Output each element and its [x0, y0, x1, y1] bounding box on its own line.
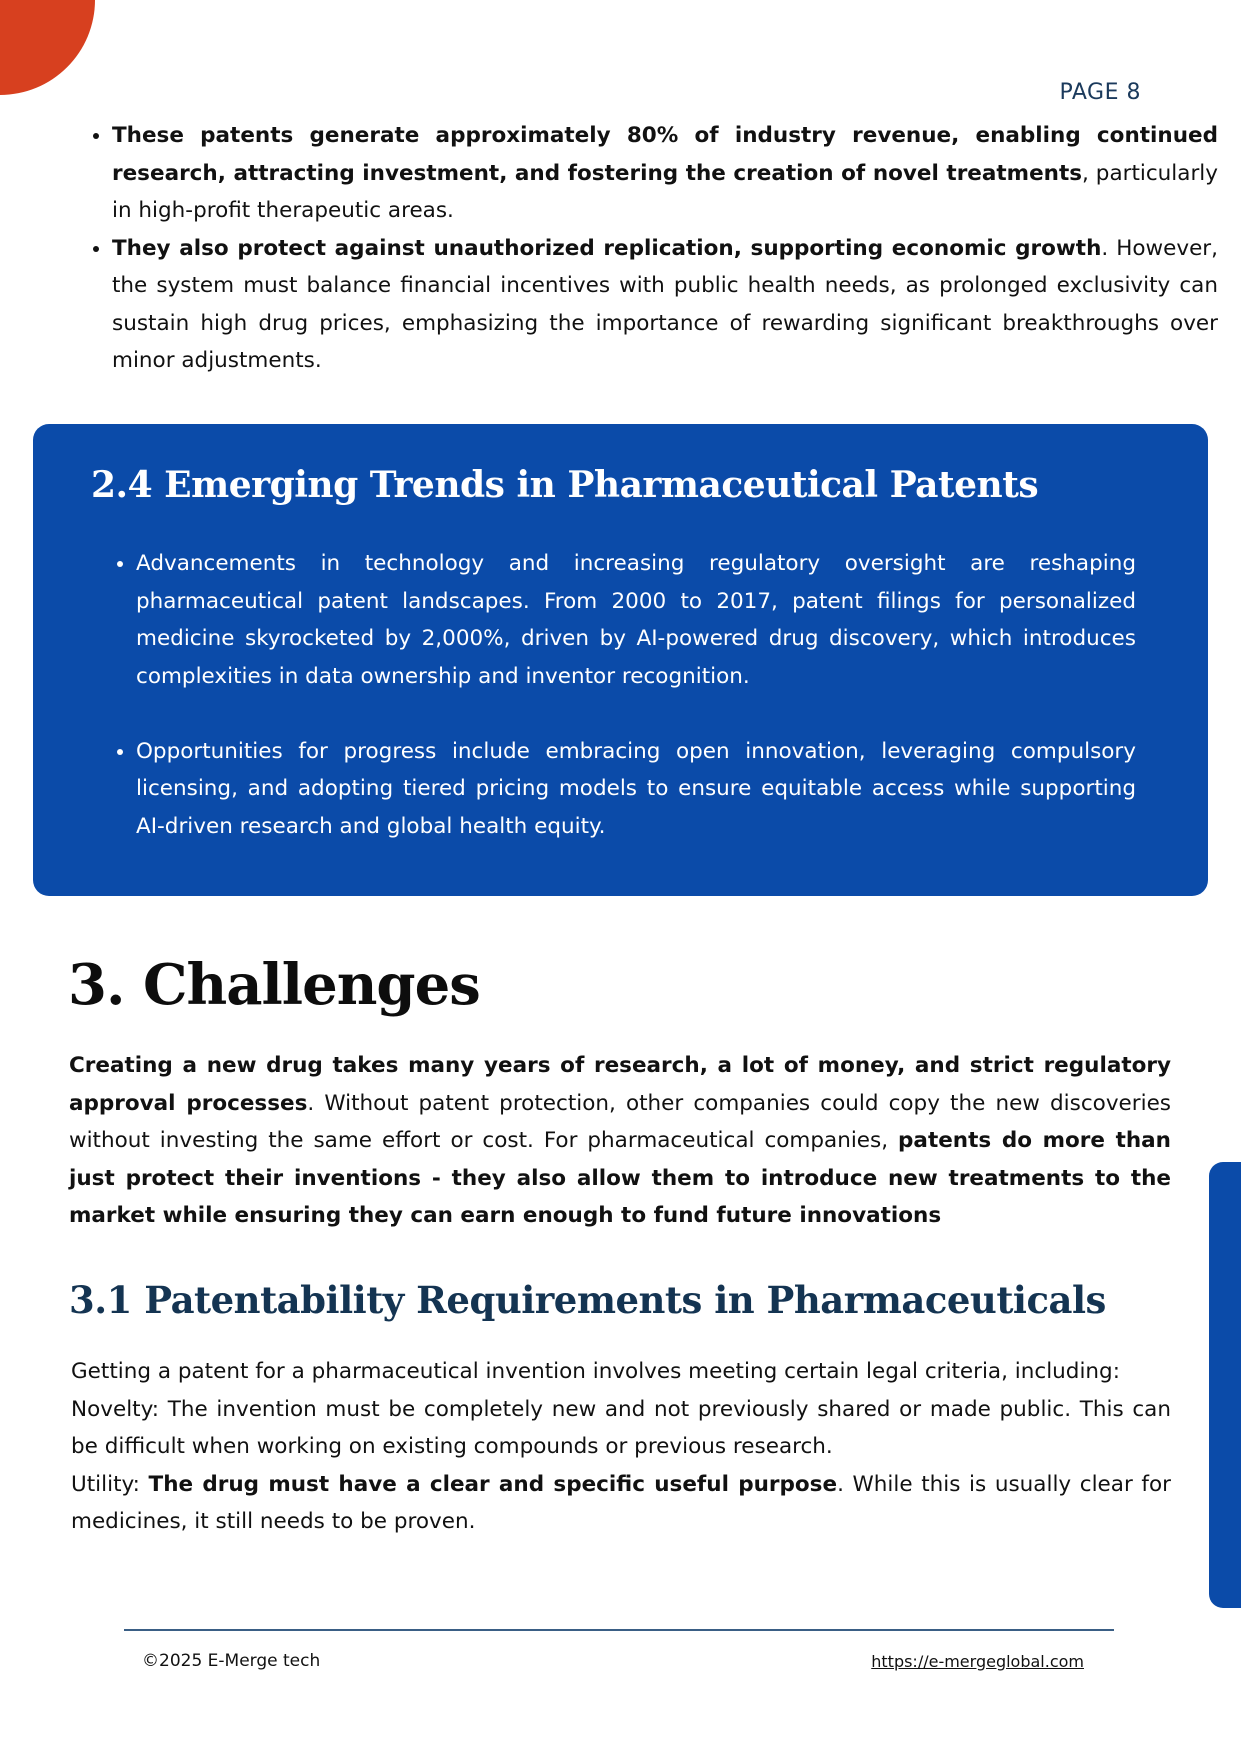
challenges-paragraph — [69, 1047, 1171, 1235]
section-heading: 2.4 Emerging Trends in Pharmaceutical Patents — [91, 464, 1039, 506]
corner-decoration — [0, 0, 95, 95]
utility-label: Utility: — [71, 1471, 149, 1497]
page-title: 3. Challenges — [68, 952, 480, 1018]
footer-divider — [124, 1629, 1114, 1631]
side-tab-decoration — [1209, 1162, 1241, 1608]
bullet-list — [84, 117, 1218, 380]
bullet-bold-text: These patents generate approximately 80% of industry revenue, enabling continued research, attracting investment, and fostering the creation of novel treatments — [112, 123, 1218, 186]
bold-text: Creating a new drug takes many years of research, a lot of money, and strict regulatory approval processes — [69, 1053, 1171, 1116]
list-item — [112, 230, 1218, 380]
bold-text: patents do more than just protect their inventions - they also allow them to introduce new treatments to the market while ensuring they can earn enough to fund future innovations — [69, 1128, 1171, 1228]
bullet-bold-text: They also protect against unauthorized replication, supporting economic growth — [112, 235, 1102, 261]
list-item: • Advancements in technology and increasing regulatory oversight are reshaping pharmaceutical patent landscapes. From 2000 to 2017, patent filings for personalized medicine skyrocketed by 2,000%, driven by AI-powered drug discovery, which introduces complexities in data ownership and inventor recognition. — [136, 545, 1136, 695]
footer-website-link[interactable]: https://e-mergeglobal.com — [871, 1652, 1084, 1671]
list-item: • Opportunities for progress include embracing open innovation, leveraging compulsory licensing, and adopting tiered pricing models to ensure equitable access while supporting AI-driven research and global health equity. — [136, 733, 1136, 846]
bold-text: The drug must have a clear and specific useful purpose — [148, 1471, 838, 1497]
bullet-text: , particularly in high-profit therapeutic areas. — [112, 160, 1218, 223]
section-heading: 3.1 Patentability Requirements in Pharmaceuticals — [69, 1278, 1106, 1322]
trends-bullet-list — [106, 545, 1136, 845]
body-text: . While this is usually clear for medicines, it still needs to be proven. — [71, 1471, 1171, 1534]
utility-text — [71, 1466, 1171, 1541]
patentability-body — [71, 1353, 1171, 1541]
body-text: . Without patent protection, other companies could copy the new discoveries without investing the same effort or cost. For pharmaceutical companies, — [69, 1090, 1172, 1153]
novelty-text: Novelty: The invention must be completely new and not previously shared or made public. This can be difficult when working on existing compounds or previous research. — [71, 1396, 1171, 1459]
intro-text: Getting a patent for a pharmaceutical invention involves meeting certain legal criteria, including: — [71, 1359, 1120, 1384]
list-item — [112, 117, 1218, 230]
bullet-text: . However, the system must balance financial incentives with public health needs, as prolonged exclusivity can sustain high drug prices, emphasizing the importance of rewarding significant breakthroughs over minor adjustments. — [112, 235, 1218, 373]
page-number: PAGE 8 — [1059, 80, 1141, 105]
trends-callout-box — [33, 424, 1208, 896]
footer-copyright: ©2025 E-Merge tech — [142, 1651, 321, 1671]
